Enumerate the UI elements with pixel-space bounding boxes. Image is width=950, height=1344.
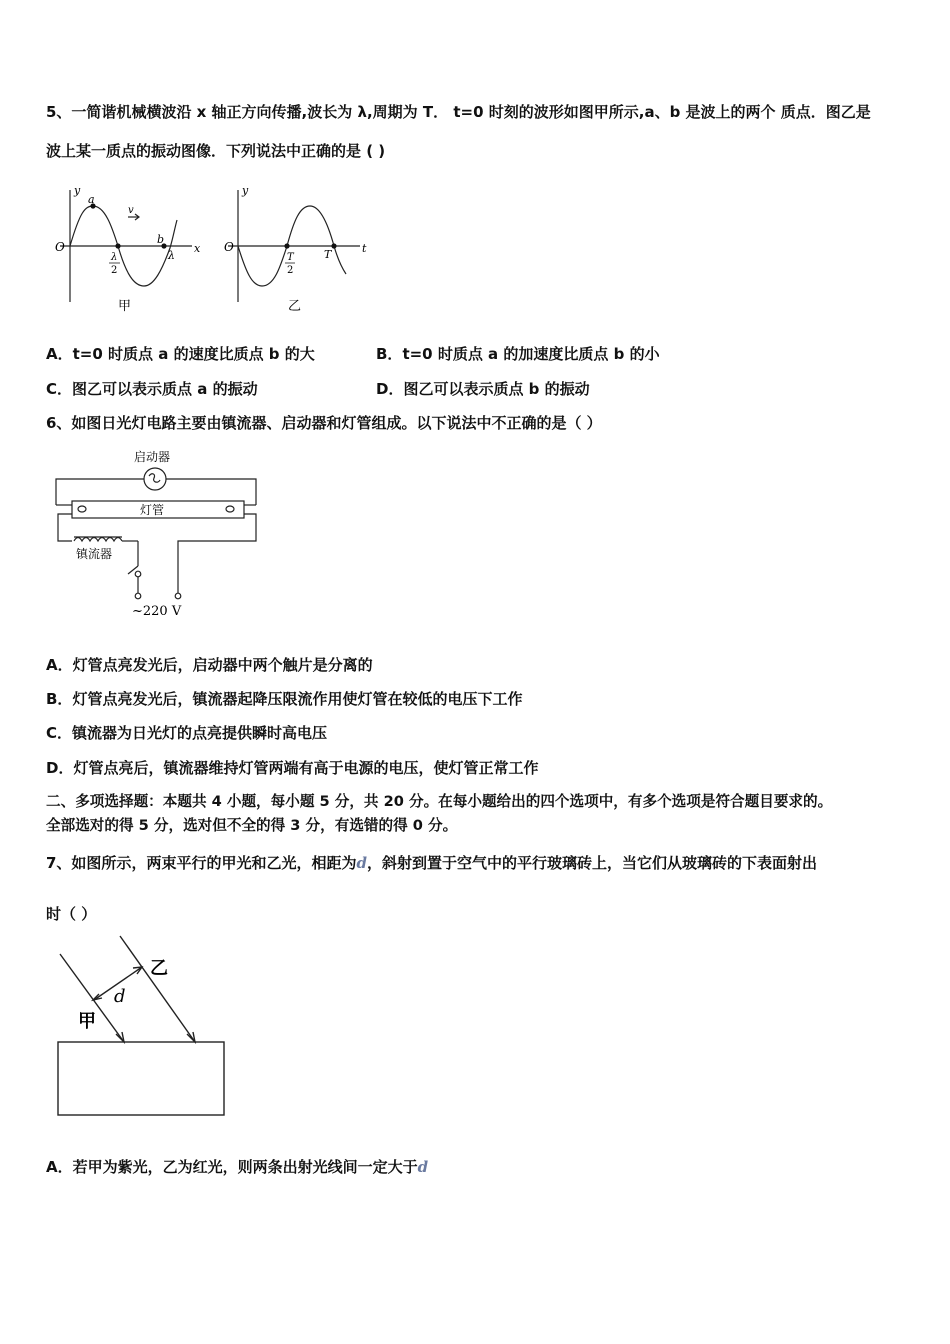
option-text: 图乙可以表示质点 a 的振动 <box>72 380 258 398</box>
lambda-label: λ <box>168 249 175 262</box>
option-d: d <box>417 1158 429 1176</box>
option-text: 若甲为紫光，乙为红光，则两条出射光线间一定大于 <box>72 1158 418 1176</box>
origin-label: O <box>224 240 234 254</box>
switch-terminal <box>135 571 141 577</box>
caption-yi: 乙 <box>288 299 302 314</box>
label-yi: 乙 <box>150 958 168 979</box>
option-label: A． <box>46 656 73 674</box>
option-text: 灯管点亮后，镇流器维持灯管两端有高于电源的电压，使灯管正常工作 <box>73 759 539 777</box>
q6-option-b[interactable] <box>46 689 522 709</box>
y-label: y <box>74 184 81 197</box>
y-label: y <box>242 184 249 197</box>
q5-figure-vibration <box>222 182 372 317</box>
half-T-num: T <box>287 252 294 263</box>
option-label: B． <box>376 345 403 363</box>
option-text: 镇流器为日光灯的点亮提供瞬时高电压 <box>72 724 328 742</box>
q5-option-c[interactable] <box>46 379 258 399</box>
origin-label: O <box>55 240 65 254</box>
glass-brick <box>58 1042 224 1115</box>
q5-figure-wave <box>50 182 200 317</box>
q6-stem: 6、如图日光灯电路主要由镇流器、启动器和灯管组成。以下说法中不正确的是（ ） <box>46 414 602 432</box>
option-text: t=0 时质点 a 的加速度比质点 b 的小 <box>402 345 660 363</box>
half-lambda-num: λ <box>111 252 118 263</box>
caption-jia: 甲 <box>118 299 132 314</box>
q7-stem-post: ，斜射到置于空气中的平行玻璃砖上，当它们从玻璃砖的下表面射出 <box>366 854 817 872</box>
q5-option-d[interactable] <box>376 379 590 399</box>
option-label: C． <box>46 380 73 398</box>
section2-line1: 二、多项选择题：本题共 4 小题，每小题 5 分，共 20 分。在每小题给出的四个选项中，有多个选项是符合题目要求的。 <box>46 793 833 810</box>
t-label: t <box>362 242 367 255</box>
v-label: v <box>128 205 134 216</box>
q7-option-a[interactable] <box>46 1157 428 1177</box>
q7-stem-d: d <box>356 854 367 872</box>
label-jia: 甲 <box>78 1011 96 1032</box>
starter-label: 启动器 <box>134 450 171 464</box>
option-label: A． <box>46 345 73 363</box>
half-lambda-den: 2 <box>111 265 118 276</box>
option-label: A． <box>46 1158 73 1176</box>
q5-option-b[interactable] <box>376 344 660 364</box>
q5-stem-line2: 波上某一质点的振动图像．下列说法中正确的是 ( ) <box>46 142 386 160</box>
q5-option-a[interactable] <box>46 344 315 364</box>
right-filament <box>226 506 234 512</box>
q7-stem-pre: 7、如图所示，两束平行的甲光和乙光，相距为 <box>46 854 357 872</box>
q6-option-a[interactable] <box>46 655 373 675</box>
left-filament <box>78 506 86 512</box>
q6-figure-circuit <box>50 446 265 621</box>
power-terminal-right <box>175 593 181 599</box>
ballast-coil <box>74 538 122 542</box>
label-d: d <box>114 986 126 1007</box>
option-text: 图乙可以表示质点 b 的振动 <box>403 380 590 398</box>
ray-yi <box>120 936 195 1042</box>
starter-element <box>149 474 160 482</box>
q5-stem-line1: 5、一简谐机械横波沿 x 轴正方向传播,波长为 λ,周期为 T． t=0 时刻的波形如图甲所示,a、b 是波上的两个 质点．图乙是 <box>46 103 871 121</box>
q6-option-d[interactable] <box>46 758 538 778</box>
half-T-den: 2 <box>287 265 294 276</box>
voltage-label: ~220 V <box>132 604 182 619</box>
T-label: T <box>324 248 332 261</box>
tube-label: 灯管 <box>140 503 165 517</box>
starter-bulb <box>144 468 166 490</box>
option-label: C． <box>46 724 73 742</box>
q7-stem-line2: 时（ ） <box>46 905 97 923</box>
a-label: a <box>88 193 95 206</box>
point-half-T <box>284 243 289 248</box>
point-half-lambda <box>115 243 120 248</box>
ballast-label: 镇流器 <box>76 547 113 561</box>
option-label: D． <box>376 380 404 398</box>
option-text: t=0 时质点 a 的速度比质点 b 的大 <box>72 345 315 363</box>
option-label: B． <box>46 690 73 708</box>
option-text: 灯管点亮发光后，镇流器起降压限流作用使灯管在较低的电压下工作 <box>72 690 523 708</box>
point-T <box>331 243 336 248</box>
b-label: b <box>157 233 165 246</box>
power-terminal-left <box>135 593 141 599</box>
option-label: D． <box>46 759 74 777</box>
section2-line2: 全部选对的得 5 分，选对但不全的得 3 分，有选错的得 0 分。 <box>46 817 458 834</box>
q7-figure-glass <box>50 930 235 1122</box>
q7-stem-line1 <box>46 853 817 873</box>
x-label: x <box>194 242 200 255</box>
option-text: 灯管点亮发光后，启动器中两个触片是分离的 <box>72 656 373 674</box>
q6-option-c[interactable] <box>46 723 327 743</box>
